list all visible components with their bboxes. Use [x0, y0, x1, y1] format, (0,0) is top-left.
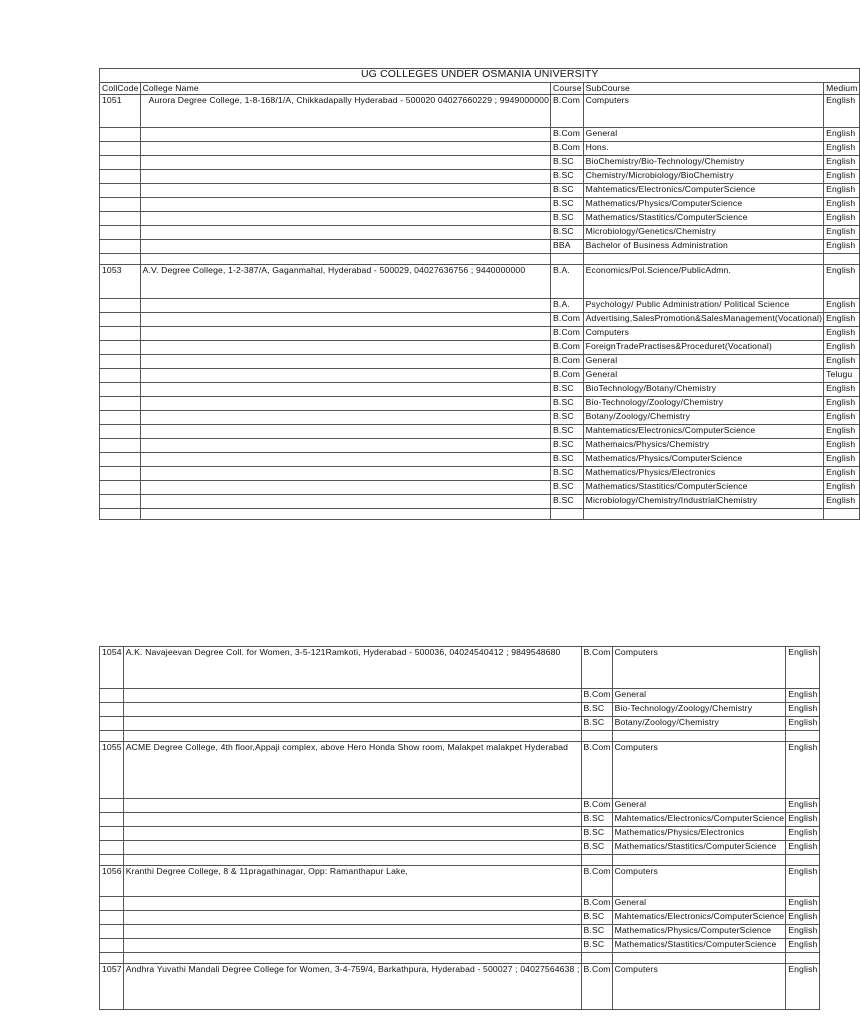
table-row [100, 240, 860, 254]
course: B.Com [581, 742, 612, 799]
table-row [100, 866, 820, 897]
course: B.SC [551, 425, 584, 439]
course: B.SC [581, 841, 612, 855]
medium: English [786, 742, 819, 799]
medium: English [824, 299, 859, 313]
table-row [100, 299, 860, 313]
medium: English [824, 411, 859, 425]
table-row [100, 383, 860, 397]
table-row [100, 184, 860, 198]
table-row [100, 647, 820, 689]
course: B.Com [551, 341, 584, 355]
table-row [100, 717, 820, 731]
subcourse: Mathematics/Physics/Electronics [583, 467, 823, 481]
course: B.SC [551, 226, 584, 240]
table-row [100, 411, 860, 425]
course: B.Com [551, 355, 584, 369]
spacer-row [100, 254, 860, 265]
spacer-row [100, 731, 820, 742]
course: B.Com [581, 689, 612, 703]
subcourse: Botany/Zoology/Chemistry [583, 411, 823, 425]
medium: English [824, 341, 859, 355]
course: B.SC [581, 827, 612, 841]
medium: English [824, 240, 859, 254]
table-row [100, 313, 860, 327]
medium: English [824, 95, 859, 128]
table-row [100, 827, 820, 841]
subcourse: General [583, 369, 823, 383]
subcourse: Mahtematics/Electronics/ComputerScience [583, 425, 823, 439]
table-row [100, 911, 820, 925]
subcourse: Hons. [583, 142, 823, 156]
header-course: Course [551, 83, 584, 95]
coll-code: 1057 [100, 964, 124, 1010]
medium: English [786, 799, 819, 813]
medium: English [786, 925, 819, 939]
medium: English [824, 184, 859, 198]
college-name: ACME Degree College, 4th floor,Appaji complex, above Hero Honda Show room, Malakpet malakpet Hyderabad [123, 742, 581, 799]
table-row [100, 453, 860, 467]
medium: English [786, 841, 819, 855]
subcourse: Botany/Zoology/Chemistry [612, 717, 786, 731]
course: B.SC [551, 170, 584, 184]
medium: English [824, 212, 859, 226]
coll-code: 1055 [100, 742, 124, 799]
subcourse: Mahtematics/Electronics/ComputerScience [583, 184, 823, 198]
table-row [100, 369, 860, 383]
medium: English [786, 647, 819, 689]
header-collcode: CollCode [100, 83, 141, 95]
medium: English [786, 897, 819, 911]
spacer-row [100, 509, 860, 520]
college-name: A.V. Degree College, 1-2-387/A, Gaganmahal, Hyderabad - 500029, 04027636756 ; 9440000000 [140, 265, 550, 299]
medium: English [824, 313, 859, 327]
table-row [100, 813, 820, 827]
table-row [100, 265, 860, 299]
medium: English [824, 128, 859, 142]
table-row [100, 897, 820, 911]
course: B.SC [581, 911, 612, 925]
subcourse: Economics/Pol.Science/PublicAdmn. [583, 265, 823, 299]
course: B.A. [551, 265, 584, 299]
course: B.SC [551, 156, 584, 170]
medium: English [786, 964, 819, 1010]
table-row [100, 964, 820, 1010]
course: B.SC [551, 481, 584, 495]
medium: English [824, 467, 859, 481]
course: B.Com [581, 964, 612, 1010]
medium: English [786, 939, 819, 953]
medium: English [824, 495, 859, 509]
course: B.Com [551, 369, 584, 383]
subcourse: Bachelor of Business Administration [583, 240, 823, 254]
table-row [100, 327, 860, 341]
table-row [100, 226, 860, 240]
subcourse: Mathematics/Stastitics/ComputerScience [612, 841, 786, 855]
medium: Telugu [824, 369, 859, 383]
medium: English [824, 170, 859, 184]
college-name: Aurora Degree College, 1-8-168/1/A, Chikkadapally Hyderabad - 500020 04027660229 ; 9949000000 [140, 95, 550, 128]
subcourse: Mathematics/Stastitics/ComputerScience [612, 939, 786, 953]
course: B.Com [581, 799, 612, 813]
table-row [100, 467, 860, 481]
table-row [100, 156, 860, 170]
table-row [100, 170, 860, 184]
subcourse: Microbiology/Genetics/Chemistry [583, 226, 823, 240]
spacer-row [100, 855, 820, 866]
subcourse: Computers [583, 95, 823, 128]
college-name: Kranthi Degree College, 8 & 11pragathinagar, Opp: Ramanthapur Lake, [123, 866, 581, 897]
subcourse: Computers [612, 964, 786, 1010]
coll-code: 1054 [100, 647, 124, 689]
subcourse: BioChemistry/Bio-Technology/Chemistry [583, 156, 823, 170]
table-row [100, 425, 860, 439]
header-medium: Medium [824, 83, 859, 95]
subcourse: General [583, 355, 823, 369]
medium: English [786, 717, 819, 731]
table-row [100, 341, 860, 355]
medium: English [824, 453, 859, 467]
subcourse: Chemistry/Microbiology/BioChemistry [583, 170, 823, 184]
table-row [100, 198, 860, 212]
table-row [100, 128, 860, 142]
table-row [100, 925, 820, 939]
coll-code: 1053 [100, 265, 141, 299]
medium: English [824, 383, 859, 397]
table-row [100, 397, 860, 411]
subcourse: Mathematics/Physics/Electronics [612, 827, 786, 841]
subcourse: Computers [583, 327, 823, 341]
course: B.SC [551, 383, 584, 397]
medium: English [824, 226, 859, 240]
medium: English [786, 689, 819, 703]
subcourse: General [612, 897, 786, 911]
course: B.SC [551, 467, 584, 481]
subcourse: ForeignTradePractises&Proceduret(Vocational) [583, 341, 823, 355]
medium: English [824, 142, 859, 156]
course: B.SC [551, 453, 584, 467]
subcourse: Bio-Technology/Zoology/Chemistry [583, 397, 823, 411]
table-row [100, 495, 860, 509]
subcourse: General [583, 128, 823, 142]
subcourse: Psychology/ Public Administration/ Political Science [583, 299, 823, 313]
college-name: Andhra Yuvathi Mandali Degree College for Women, 3-4-759/4, Barkathpura, Hyderabad - 500027 ; 04027564638 ; [123, 964, 581, 1010]
table-row [100, 799, 820, 813]
header-row [100, 83, 860, 95]
subcourse: Mathematics/Stastitics/ComputerScience [583, 212, 823, 226]
table-row [100, 355, 860, 369]
course: B.SC [581, 703, 612, 717]
subcourse: Mahtematics/Electronics/ComputerScience [612, 813, 786, 827]
subcourse: General [612, 799, 786, 813]
course: B.SC [581, 939, 612, 953]
table-row [100, 742, 820, 799]
course: B.Com [551, 142, 584, 156]
table-row [100, 439, 860, 453]
medium: English [824, 265, 859, 299]
medium: English [786, 911, 819, 925]
table-row [100, 142, 860, 156]
course: B.Com [581, 866, 612, 897]
course: B.SC [551, 198, 584, 212]
coll-code: 1056 [100, 866, 124, 897]
medium: English [824, 198, 859, 212]
colleges-table-section-1 [99, 68, 860, 520]
subcourse: Mahtematics/Electronics/ComputerScience [612, 911, 786, 925]
course: B.Com [581, 897, 612, 911]
course: B.Com [551, 313, 584, 327]
course: B.SC [551, 439, 584, 453]
header-college-name: College Name [140, 83, 550, 95]
medium: English [824, 156, 859, 170]
medium: English [786, 866, 819, 897]
subcourse: Mathematics/Stastitics/ComputerScience [583, 481, 823, 495]
course: B.SC [581, 813, 612, 827]
colleges-table-section-2 [99, 646, 820, 1010]
medium: English [786, 703, 819, 717]
course: B.SC [581, 717, 612, 731]
subcourse: Mathematics/Physics/ComputerScience [583, 453, 823, 467]
college-name: A.K. Navajeevan Degree Coll. for Women, 3-5-121Ramkoti, Hyderabad - 500036, 04024540412 ; 9849548680 [123, 647, 581, 689]
spacer-row [100, 953, 820, 964]
course: B.SC [551, 212, 584, 226]
course: B.SC [581, 925, 612, 939]
table-row [100, 95, 860, 128]
subcourse: Computers [612, 742, 786, 799]
medium: English [824, 327, 859, 341]
sheet-title: UG COLLEGES UNDER OSMANIA UNIVERSITY [100, 69, 860, 83]
subcourse: Advertising,SalesPromotion&SalesManagement(Vocational) [583, 313, 823, 327]
subcourse: Computers [612, 647, 786, 689]
course: B.Com [551, 327, 584, 341]
subcourse: Bio-Technology/Zoology/Chemistry [612, 703, 786, 717]
table-row [100, 481, 860, 495]
medium: English [824, 355, 859, 369]
header-subcourse: SubCourse [583, 83, 823, 95]
medium: English [824, 439, 859, 453]
course: B.Com [551, 95, 584, 128]
course: BBA [551, 240, 584, 254]
course: B.Com [581, 647, 612, 689]
subcourse: Mathematics/Physics/ComputerScience [612, 925, 786, 939]
subcourse: Computers [612, 866, 786, 897]
table-row [100, 689, 820, 703]
subcourse: BioTechnology/Botany/Chemistry [583, 383, 823, 397]
course: B.Com [551, 128, 584, 142]
medium: English [824, 397, 859, 411]
subcourse: Microbiology/Chemistry/IndustrialChemistry [583, 495, 823, 509]
course: B.SC [551, 411, 584, 425]
medium: English [786, 813, 819, 827]
course: B.A. [551, 299, 584, 313]
medium: English [824, 425, 859, 439]
subcourse: General [612, 689, 786, 703]
table-row [100, 212, 860, 226]
subcourse: Mathematics/Physics/ComputerScience [583, 198, 823, 212]
medium: English [824, 481, 859, 495]
table-row [100, 939, 820, 953]
medium: English [786, 827, 819, 841]
course: B.SC [551, 184, 584, 198]
subcourse: Mathemaics/Physics/Chemistry [583, 439, 823, 453]
coll-code: 1051 [100, 95, 141, 128]
table-row [100, 703, 820, 717]
course: B.SC [551, 397, 584, 411]
table-row [100, 841, 820, 855]
course: B.SC [551, 495, 584, 509]
